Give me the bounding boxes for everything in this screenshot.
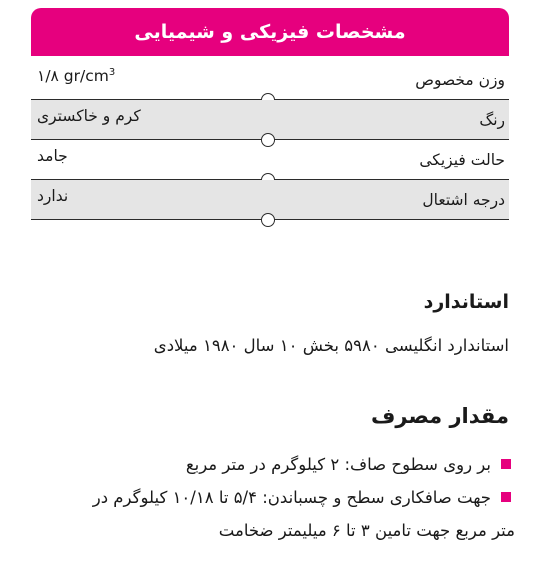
usage-list [35, 448, 513, 547]
property-label: درجه اشتعال [422, 191, 505, 209]
property-label: حالت فیزیکی [419, 151, 505, 169]
property-row-density [31, 60, 509, 100]
properties-title: مشخصات فیزیکی و شیمیایی [134, 21, 406, 43]
property-row-color [31, 100, 509, 140]
list-item-continuation [35, 514, 515, 547]
property-row-state [31, 140, 509, 180]
list-item-text: جهت صافکاری سطح و چسباندن: ۵/۴ تا ۱۰/۱۸ کیلوگرم در [92, 488, 491, 507]
property-label: وزن مخصوص [415, 71, 505, 89]
divider-circle-icon [261, 213, 275, 227]
property-value: ندارد [37, 187, 69, 205]
list-item-text: بر روی سطوح صاف: ۲ کیلوگرم در متر مربع [185, 455, 491, 474]
standard-text: استاندارد انگلیسی ۵۹۸۰ بخش ۱۰ سال ۱۹۸۰ میلادی [153, 336, 509, 355]
properties-header [31, 8, 509, 56]
bullet-square-icon [501, 492, 511, 502]
property-label: رنگ [479, 111, 505, 129]
properties-table [31, 60, 509, 220]
property-value: کرم و خاکستری [37, 107, 141, 125]
property-value: ۱/۸ $gr/cm^3$ [37, 67, 116, 86]
usage-heading: مقدار مصرف [371, 404, 509, 428]
list-item [35, 481, 513, 514]
property-row-flash-point [31, 180, 509, 220]
property-value: جامد [37, 147, 68, 165]
standard-heading: استاندارد [423, 291, 509, 313]
list-item [35, 448, 513, 481]
list-item-text: متر مربع جهت تامین ۳ تا ۶ میلیمتر ضخامت [218, 521, 515, 540]
bullet-square-icon [501, 459, 511, 469]
